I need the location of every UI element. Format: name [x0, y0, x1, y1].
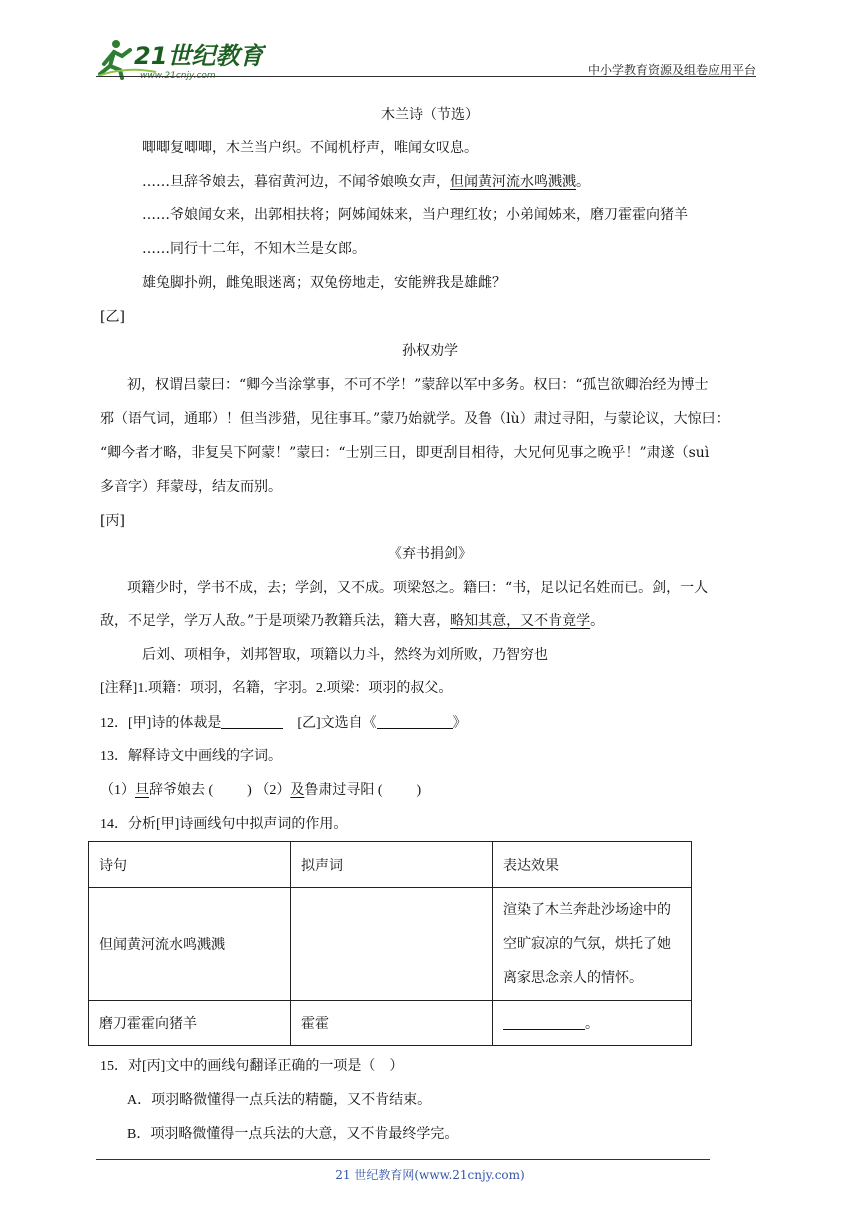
footer-divider: [96, 1159, 710, 1160]
answer-blank[interactable]: [377, 714, 453, 729]
yi-line-1: 初，权谓吕蒙曰：“卿今当涂掌事，不可不学！”蒙辞以军中多务。权曰：“孤岂欲卿治经为博士: [127, 377, 709, 393]
yi-label: [乙]: [100, 309, 125, 325]
bing-line-1: 项籍少时，学书不成，去；学剑，又不成。项梁怒之。籍曰：“书，足以记名姓而已。剑，一人: [127, 580, 709, 596]
bing-title: 《弃书捐剑》: [388, 546, 472, 562]
jia-line-4: ……同行十二年，不知木兰是女郎。: [142, 241, 366, 257]
answer-blank[interactable]: [221, 714, 283, 729]
bing-note: [注释]1.项籍：项羽，名籍，字羽。2.项梁：项羽的叔父。: [100, 681, 453, 696]
answer-blank[interactable]: [503, 1015, 585, 1030]
underlined-sentence: 但闻黄河流水鸣溅溅: [450, 174, 576, 190]
question-14-stem: 14．分析[甲]诗画线句中拟声词的作用。: [100, 817, 348, 832]
bing-line-3: 后刘、项相争，刘邦智取，项籍以力斗，然终为刘所败，乃智穷也: [142, 647, 548, 663]
yi-title: 孙权劝学: [402, 343, 458, 359]
svg-text:www.21cnjy.com: www.21cnjy.com: [140, 71, 216, 80]
underlined-sentence: 略知其意，又不肯竟学: [450, 613, 591, 629]
jia-line-5: 雄兔脚扑朔，雌兔眼迷离；双兔傍地走，安能辨我是雄雌？: [142, 275, 506, 291]
yi-line-4: 多音字）拜蒙母，结友而别。: [100, 479, 282, 495]
table-cell: 渲染了木兰奔赴沙场途中的空旷寂凉的气氛，烘托了她离家思念亲人的情怀。: [493, 888, 692, 1001]
table-cell-answer[interactable]: [291, 888, 493, 1001]
site-logo: [96, 36, 266, 80]
jia-line-1: 唧唧复唧唧，木兰当户织。不闻机杼声，唯闻女叹息。: [142, 140, 478, 156]
platform-name: 中小学教育资源及组卷应用平台: [587, 63, 756, 77]
jia-title: 木兰诗（节选）: [381, 107, 479, 123]
table-cell-answer[interactable]: 。: [493, 1001, 692, 1046]
yi-line-3: “卿今者才略，非复吴下阿蒙！”蒙曰：“士别三日，即更刮目相待，大兄何见事之晚乎！”肃遂（suì: [100, 445, 710, 461]
question-13-stem: 13．解释诗文中画线的字词。: [100, 749, 282, 764]
question-13-items: （1）旦辞爷娘去 ( ) （2）及鲁肃过寻阳 ( ): [100, 783, 422, 798]
table-header-cell: 表达效果: [493, 842, 692, 888]
header-divider: [96, 76, 756, 77]
yi-line-2: 邪（语气词，通耶）！但当涉猎，见往事耳。”蒙乃始就学。及鲁（lù）肃过寻阳，与蒙论议，大惊曰：: [100, 411, 730, 427]
table-header-row: [89, 842, 692, 888]
table-row: [89, 888, 692, 1001]
table-cell: 磨刀霍霍向猪羊: [89, 1001, 291, 1046]
table-row: [89, 1001, 692, 1046]
page-header: [96, 28, 756, 80]
answer-table: [88, 841, 692, 1046]
table-cell: 霍霍: [291, 1001, 493, 1046]
question-15-stem: 15．对[丙]文中的画线句翻译正确的一项是（ ）: [100, 1059, 404, 1074]
jia-line-3: ……爷娘闻女来，出郭相扶将；阿姊闻妹来，当户理红妆；小弟闻姊来，磨刀霍霍向猪羊: [142, 207, 688, 223]
option-a[interactable]: A．项羽略微懂得一点兵法的精髓，又不肯结束。: [127, 1093, 432, 1108]
table-header-cell: 拟声词: [291, 842, 493, 888]
option-b[interactable]: B．项羽略微懂得一点兵法的大意，又不肯最终学完。: [127, 1127, 459, 1142]
svg-text:21世纪教育: 21世纪教育: [134, 42, 264, 70]
page-footer: 21 世纪教育网(www.21cnjy.com): [335, 1168, 525, 1182]
table-header-cell: 诗句: [89, 842, 291, 888]
bing-label: [丙]: [100, 513, 125, 529]
table-cell: 但闻黄河流水鸣溅溅: [89, 888, 291, 1001]
runner-logo-icon: [96, 36, 266, 80]
bing-line-2: 敌，不足学，学万人敌。”于是项梁乃教籍兵法，籍大喜，略知其意，又不肯竟学。: [100, 613, 605, 629]
jia-line-2: ……旦辞爷娘去，暮宿黄河边，不闻爷娘唤女声，但闻黄河流水鸣溅溅。: [142, 174, 590, 190]
question-12: 12．[甲]诗的体裁是 [乙]文选自《 》: [100, 716, 467, 731]
